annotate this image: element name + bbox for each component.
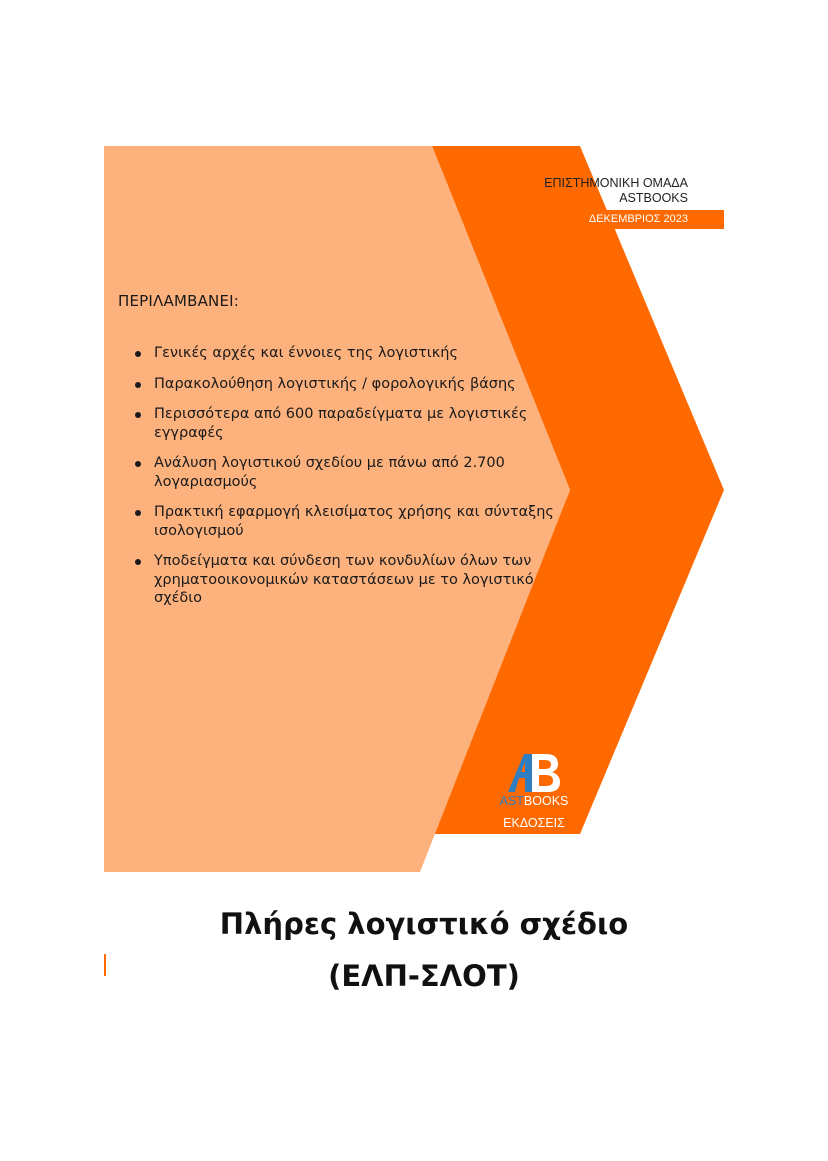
- list-item: Περισσότερα από 600 παραδείγματα με λογιστικές εγγραφές: [154, 405, 554, 442]
- includes-list: [118, 344, 554, 620]
- publisher-logo: [494, 750, 574, 840]
- list-item: Υποδείγματα και σύνδεση των κονδυλίων όλων των χρηματοοικονομικών καταστάσεων με το λογιστικό σχέδιο: [154, 552, 554, 608]
- astbooks-ab-logo-icon: [504, 750, 564, 794]
- author-brand: ASTBOOKS: [619, 191, 688, 205]
- list-item: Ανάλυση λογιστικού σχεδίου με πάνω από 2.700 λογαριασμούς: [154, 454, 554, 491]
- book-title: [0, 898, 828, 1002]
- author-group-name: ΕΠΙΣΤΗΜΟΝΙΚΗ ΟΜΑΔΑ: [544, 176, 688, 190]
- title-line-1: Πλήρες λογιστικό σχέδιο: [219, 907, 629, 941]
- logo-brand-text: ASTBOOKS: [499, 794, 569, 808]
- logo-publisher-text: ΕΚΔΟΣΕΙΣ: [503, 816, 565, 830]
- title-line-2: (ΕΛΠ-ΣΛΟΤ): [328, 959, 520, 993]
- list-item: Γενικές αρχές και έννοιες της λογιστικής: [154, 344, 554, 363]
- includes-heading: ΠΕΡΙΛΑΜΒΑΝΕΙ:: [118, 292, 240, 310]
- list-item: Παρακολούθηση λογιστικής / φορολογικής βάσης: [154, 375, 554, 394]
- list-item: Πρακτική εφαρμογή κλεισίματος χρήσης και σύνταξης ισολογισμού: [154, 504, 554, 539]
- date-bar: [566, 210, 724, 229]
- author-block: [470, 176, 688, 206]
- publication-date: ΔΕΚΕΜΒΡΙΟΣ 2023: [588, 213, 688, 225]
